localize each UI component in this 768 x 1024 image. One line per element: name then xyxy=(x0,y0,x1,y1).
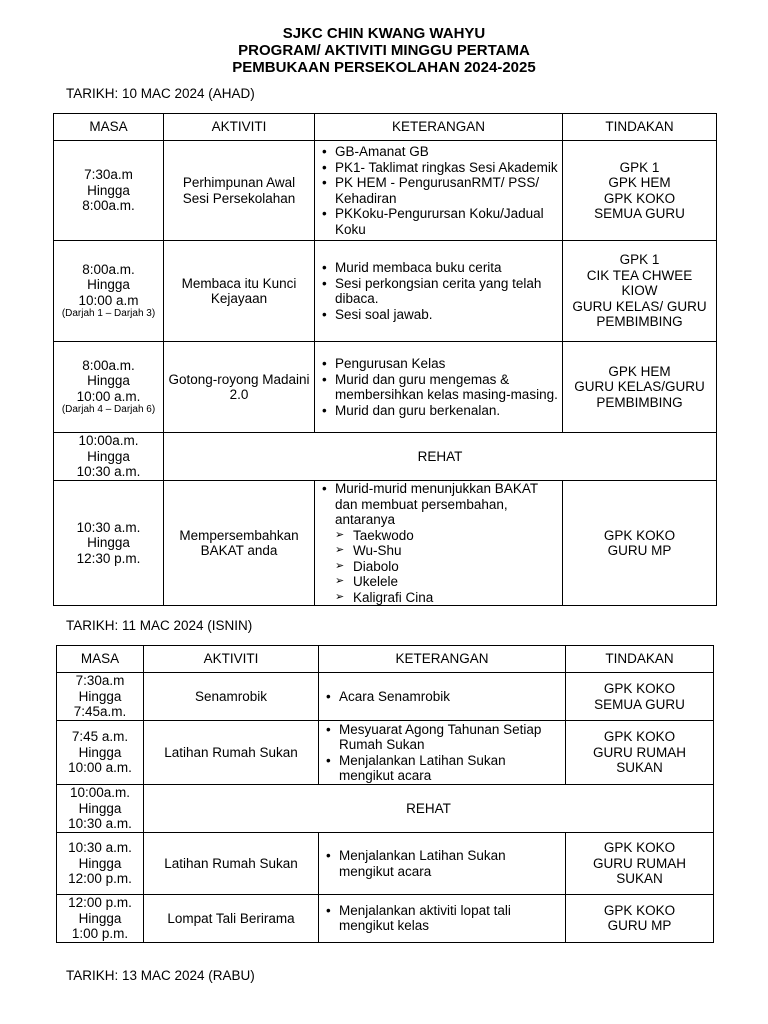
keterangan-item: • Murid dan guru mengemas & membersihkan kelas masing-masing. xyxy=(319,372,558,403)
keterangan-item: • Menjalankan Latihan Sukan mengikut acara xyxy=(323,848,561,879)
keterangan-subitem: ➢ Taekwodo xyxy=(319,528,558,544)
masa-line: Hingga xyxy=(78,744,122,760)
tindakan-line: GPK KOKO xyxy=(603,840,676,856)
keterangan-list xyxy=(323,722,561,784)
keterangan-item: • Sesi soal jawab. xyxy=(319,307,558,323)
tindakan-line: PEMBIMBING xyxy=(596,394,683,410)
tindakan-line: GPK HEM xyxy=(608,175,671,190)
keterangan-list xyxy=(323,848,561,879)
aktiviti-cell: Membaca itu Kunci Kejayaan xyxy=(164,241,315,342)
tindakan-line: GPK KOKO xyxy=(603,527,676,543)
keterangan-subitem: ➢ Wu-Shu xyxy=(319,543,558,559)
aktiviti-cell: Latihan Rumah Sukan xyxy=(144,721,319,785)
tindakan-cell xyxy=(563,141,717,241)
keterangan-cell xyxy=(315,481,563,606)
masa-cell xyxy=(54,342,164,433)
table-row xyxy=(54,481,717,606)
tindakan-cell xyxy=(563,241,717,342)
aktiviti-cell: Gotong-royong Madaini 2.0 xyxy=(164,342,315,433)
schedule-table-day2 xyxy=(56,645,714,943)
tindakan-line: GURU KELAS/ GURU xyxy=(572,298,707,314)
masa-line: Hingga xyxy=(78,855,122,871)
keterangan-list xyxy=(323,689,561,705)
table-row xyxy=(57,785,714,833)
masa-cell xyxy=(54,433,164,481)
keterangan-item: • Menjalankan aktiviti lopat tali mengikut kelas xyxy=(323,903,561,934)
tindakan-line: GPK KOKO xyxy=(603,729,676,745)
keterangan-list xyxy=(319,481,558,605)
col-masa: MASA xyxy=(57,646,144,673)
table-row xyxy=(54,241,717,342)
masa-cell xyxy=(57,785,144,833)
keterangan-list xyxy=(323,903,561,934)
masa-line: Hingga xyxy=(78,688,122,704)
masa-line: 10:30 a.m. xyxy=(76,464,141,480)
masa-cell xyxy=(54,241,164,342)
table-row xyxy=(57,895,714,943)
col-keterangan: KETERANGAN xyxy=(319,646,566,673)
table-row xyxy=(54,433,717,481)
masa-line: 10:30 a.m. xyxy=(76,519,141,535)
keterangan-cell xyxy=(315,342,563,433)
col-keterangan: KETERANGAN xyxy=(315,114,563,141)
date-day1: TARIKH: 10 MAC 2024 (AHAD) xyxy=(66,86,255,101)
masa-line: Hingga xyxy=(87,448,130,464)
keterangan-item: • PK1- Taklimat ringkas Sesi Akademik xyxy=(319,160,558,176)
schedule-table-day1 xyxy=(53,113,717,606)
tindakan-cell xyxy=(566,721,714,785)
tindakan-line: GURU KELAS/GURU xyxy=(574,379,705,395)
table-row xyxy=(54,342,717,433)
keterangan-cell xyxy=(319,721,566,785)
tindakan-line: GPK HEM xyxy=(608,363,671,379)
tindakan-line: GURU RUMAH SUKAN xyxy=(593,855,686,887)
masa-line: 7:30a.m xyxy=(84,167,133,183)
tindakan-line: GURU RUMAH SUKAN xyxy=(593,744,686,776)
masa-note: (Darjah 4 – Darjah 6) xyxy=(61,404,156,416)
masa-line: 8:00a.m. xyxy=(82,198,135,214)
tindakan-cell xyxy=(566,895,714,943)
table-row xyxy=(57,721,714,785)
masa-line: 12:30 p.m. xyxy=(76,550,141,566)
col-aktiviti: AKTIVITI xyxy=(144,646,319,673)
aktiviti-cell: Mempersembahkan BAKAT anda xyxy=(164,481,315,606)
keterangan-list xyxy=(319,144,558,237)
date-day3: TARIKH: 13 MAC 2024 (RABU) xyxy=(66,968,255,983)
masa-line: 10:00 a.m. xyxy=(68,760,132,776)
aktiviti-cell: Lompat Tali Berirama xyxy=(144,895,319,943)
aktiviti-cell: Latihan Rumah Sukan xyxy=(144,833,319,895)
keterangan-cell xyxy=(319,895,566,943)
keterangan-cell xyxy=(319,833,566,895)
keterangan-item: • Mesyuarat Agong Tahunan Setiap Rumah Sukan xyxy=(323,722,561,753)
tindakan-line: SEMUA GURU xyxy=(594,696,685,712)
tindakan-cell xyxy=(563,481,717,606)
rehat-cell: REHAT xyxy=(144,785,714,833)
tindakan-line: GPK KOKO xyxy=(603,902,676,918)
tindakan-cell xyxy=(566,833,714,895)
masa-cell xyxy=(57,895,144,943)
masa-line: Hingga xyxy=(78,910,122,926)
tindakan-line: GURU MP xyxy=(607,918,672,934)
aktiviti-cell: Perhimpunan Awal Sesi Persekolahan xyxy=(164,141,315,241)
table-header xyxy=(57,646,714,673)
masa-line: Hingga xyxy=(87,373,130,389)
keterangan-subitem: ➢ Kaligrafi Cina xyxy=(319,590,558,606)
masa-line: 7:30a.m xyxy=(75,673,125,689)
keterangan-list xyxy=(319,356,558,418)
keterangan-item: • GB-Amanat GB xyxy=(319,144,558,160)
masa-line: 12:00 p.m. xyxy=(68,871,132,887)
keterangan-item: • Pengurusan Kelas xyxy=(319,356,558,372)
tindakan-line: GURU MP xyxy=(607,543,672,558)
table-row xyxy=(57,673,714,721)
masa-cell xyxy=(57,673,144,721)
keterangan-cell xyxy=(319,673,566,721)
keterangan-item: • Sesi perkongsian cerita yang telah dibaca. xyxy=(319,276,558,307)
aktiviti-cell: Senamrobik xyxy=(144,673,319,721)
col-masa: MASA xyxy=(54,114,164,141)
tindakan-line: CIK TEA CHWEE KIOW xyxy=(586,267,693,299)
masa-line: 10:00 a.m xyxy=(78,292,139,308)
keterangan-subitem: ➢ Ukelele xyxy=(319,574,558,590)
table-row xyxy=(57,833,714,895)
keterangan-list xyxy=(319,260,558,322)
tindakan-line: SEMUA GURU xyxy=(594,206,685,221)
keterangan-item: • PKKoku-Pengurursan Koku/Jadual Koku xyxy=(319,206,558,237)
tindakan-cell xyxy=(566,673,714,721)
tindakan-cell xyxy=(563,342,717,433)
masa-line: 10:30 a.m. xyxy=(68,816,132,832)
keterangan-item: • Murid dan guru berkenalan. xyxy=(319,403,558,419)
tindakan-line: PEMBIMBING xyxy=(596,314,683,330)
tindakan-line: GPK KOKO xyxy=(603,681,676,696)
masa-line: Hingga xyxy=(87,535,130,551)
masa-line: 10:00a.m. xyxy=(69,785,131,801)
masa-note: (Darjah 1 – Darjah 3) xyxy=(61,308,156,320)
school-name: SJKC CHIN KWANG WAHYU xyxy=(282,25,486,42)
masa-line: Hingga xyxy=(78,800,122,816)
col-aktiviti: AKTIVITI xyxy=(164,114,315,141)
masa-cell xyxy=(54,141,164,241)
rehat-cell: REHAT xyxy=(164,433,717,481)
table-row xyxy=(54,141,717,241)
masa-line: 10:00a.m. xyxy=(78,433,139,449)
keterangan-item: • Acara Senamrobik xyxy=(323,689,561,705)
masa-line: 8:00a.m. xyxy=(82,261,135,277)
keterangan-item: • Murid membaca buku cerita xyxy=(319,260,558,276)
tindakan-line: GPK 1 xyxy=(619,159,660,175)
masa-line: 10:30 a.m. xyxy=(68,840,132,856)
masa-line: Hingga xyxy=(87,182,130,198)
keterangan-cell xyxy=(315,141,563,241)
keterangan-item: • PK HEM - PengurusanRMT/ PSS/ Kehadiran xyxy=(319,175,558,206)
col-tindakan: TINDAKAN xyxy=(566,646,714,673)
masa-line: Hingga xyxy=(87,277,130,293)
table-header xyxy=(54,114,717,141)
masa-line: 7:45 a.m. xyxy=(71,729,129,745)
masa-cell xyxy=(54,481,164,606)
tindakan-line: GPK KOKO xyxy=(603,190,676,206)
keterangan-subitem: ➢ Diabolo xyxy=(319,559,558,575)
masa-line: 8:00a.m. xyxy=(82,357,135,373)
date-day2: TARIKH: 11 MAC 2024 (ISNIN) xyxy=(66,618,253,633)
keterangan-cell xyxy=(315,241,563,342)
document-title xyxy=(0,25,768,76)
masa-line: 1:00 p.m. xyxy=(71,926,129,941)
program-title: PROGRAM/ AKTIVITI MINGGU PERTAMA xyxy=(238,42,530,59)
col-tindakan: TINDAKAN xyxy=(563,114,717,141)
masa-cell xyxy=(57,721,144,785)
keterangan-item: • Menjalankan Latihan Sukan mengikut acara xyxy=(323,753,561,784)
tindakan-line: GPK 1 xyxy=(619,252,660,268)
masa-cell xyxy=(57,833,144,895)
keterangan-item: • Murid-murid menunjukkan BAKAT dan membuat persembahan, antaranya xyxy=(319,481,558,528)
masa-line: 7:45a.m. xyxy=(73,704,127,720)
program-subtitle: PEMBUKAAN PERSEKOLAHAN 2024-2025 xyxy=(232,59,536,76)
masa-line: 12:00 p.m. xyxy=(68,895,132,910)
masa-line: 10:00 a.m. xyxy=(76,388,141,404)
